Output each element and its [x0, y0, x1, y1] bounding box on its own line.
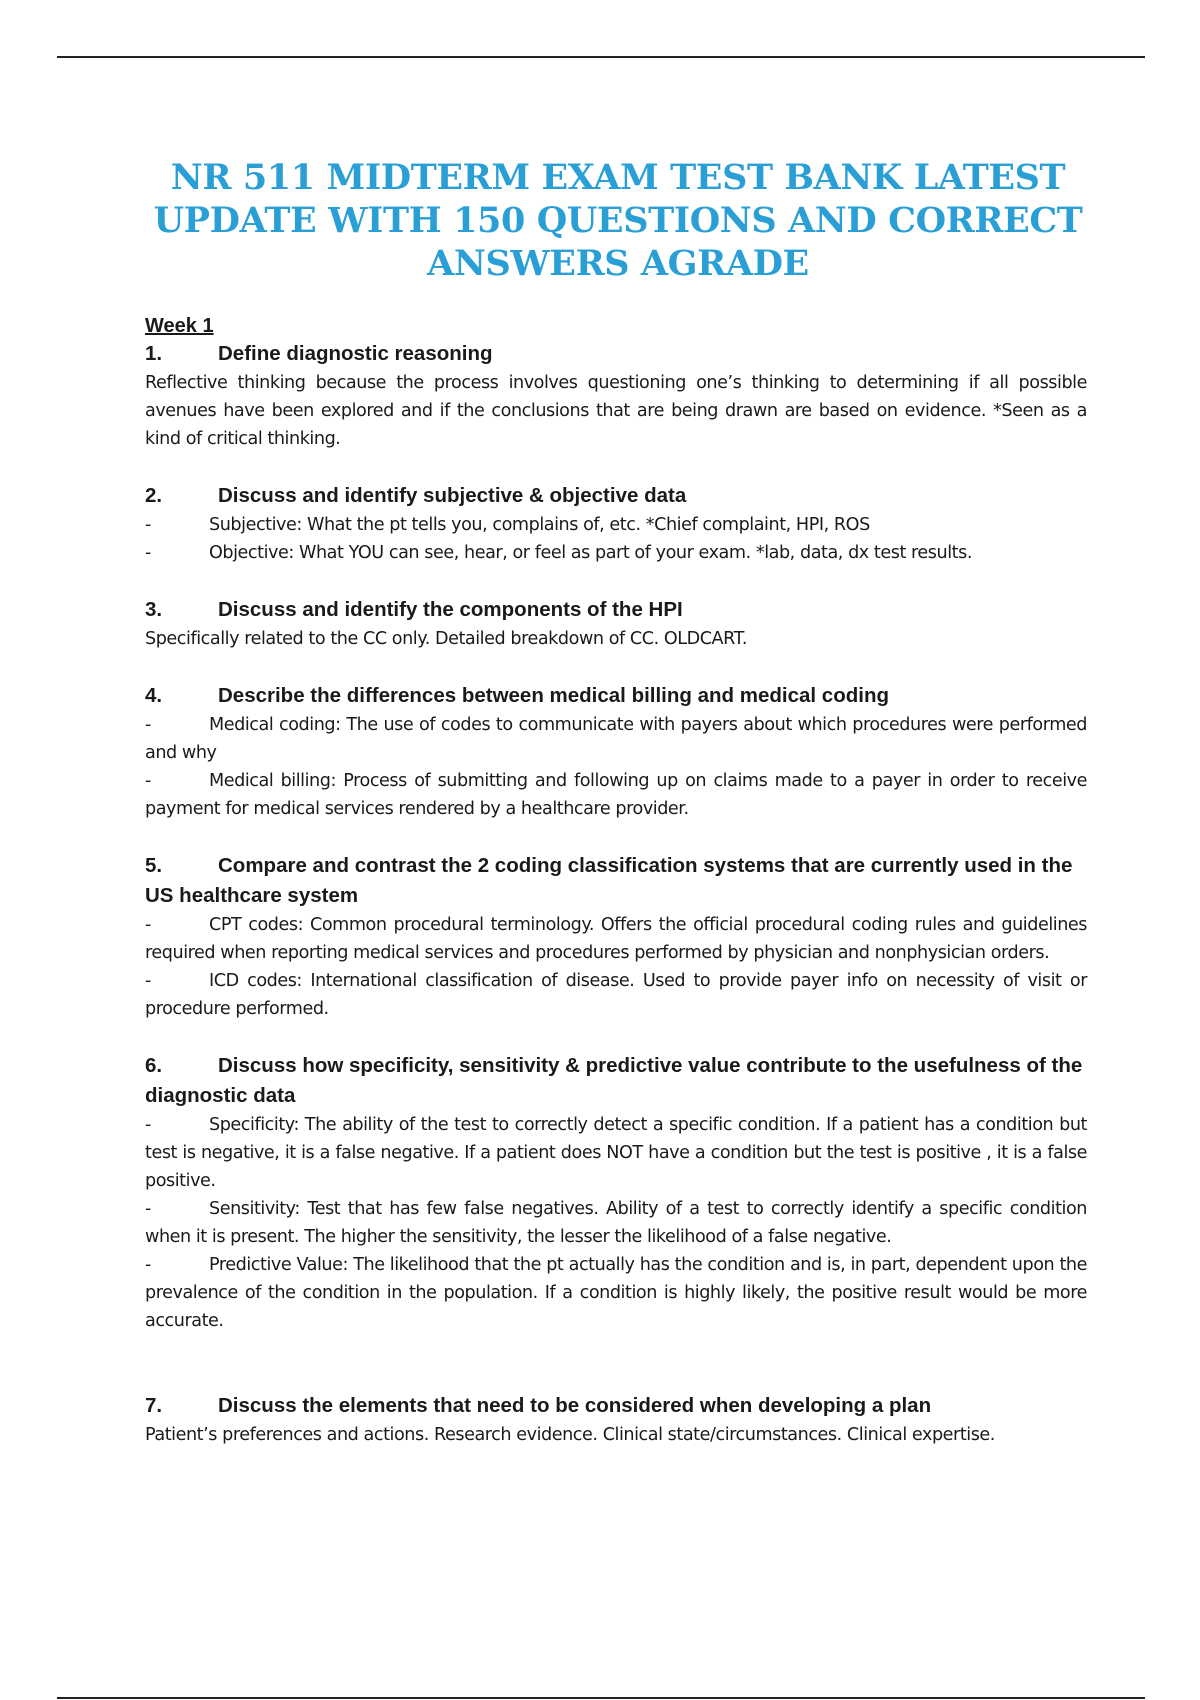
bullet-marker: - [145, 715, 151, 735]
document-title: NR 511 MIDTERM EXAM TEST BANK LATEST UPDATE WITH 150 QUESTIONS AND CORRECT ANSWERS AGRADE [153, 157, 1083, 284]
question-title-text: Compare and contrast the 2 coding classification systems that are currently used in the US healthcare system [145, 854, 1073, 907]
bullet-text: Specificity: The ability of the test to correctly detect a specific condition. If a patient has a condition but test is negative, it is a false negative. If a patient does NOT have a condition but the test is positive , it is a false positive. [145, 1115, 1087, 1191]
question-number: 1. [145, 342, 163, 365]
question-3 [145, 595, 1087, 653]
question-4 [145, 681, 1087, 823]
bullet-text: Objective: What YOU can see, hear, or feel as part of your exam. *lab, data, dx test results. [209, 543, 972, 563]
answer-bullet [145, 1111, 1087, 1195]
answer-text: Reflective thinking because the process involves questioning one’s thinking to determining if all possible avenues have been explored and if the conclusions that are being drawn are based on evidence. *Seen as a kind of critical thinking. [145, 373, 1087, 449]
question-title [145, 481, 1087, 511]
question-title [145, 339, 1087, 369]
question-number: 4. [145, 684, 163, 707]
question-title-text: Discuss and identify the components of the HPI [218, 598, 683, 621]
bullet-text: Medical billing: Process of submitting and following up on claims made to a payer in order to receive payment for medical services rendered by a healthcare provider. [145, 771, 1087, 819]
answer-bullet [145, 711, 1087, 767]
question-title [145, 1051, 1087, 1111]
bullet-text: CPT codes: Common procedural terminology. Offers the official procedural coding rules and guidelines required when reporting medical services and procedures performed by physician and nonphysician orders. [145, 915, 1087, 963]
answer-text: Patient’s preferences and actions. Research evidence. Clinical state/circumstances. Clinical expertise. [145, 1425, 995, 1445]
bottom-rule [57, 1697, 1145, 1699]
bullet-text: Predictive Value: The likelihood that the pt actually has the condition and is, in part, dependent upon the prevalence of the condition in the population. If a condition is highly likely, the positive result would be more accurate. [145, 1255, 1087, 1331]
bullet-marker: - [145, 915, 151, 935]
bullet-marker: - [145, 1115, 151, 1135]
answer-bullet [145, 767, 1087, 823]
question-title-text: Describe the differences between medical billing and medical coding [218, 684, 889, 707]
bullet-marker: - [145, 515, 151, 535]
bullet-marker: - [145, 543, 151, 563]
question-7 [145, 1391, 1087, 1449]
question-number: 5. [145, 854, 163, 877]
question-2 [145, 481, 1087, 567]
section-heading-week-1: Week 1 [145, 315, 214, 337]
bullet-text: Subjective: What the pt tells you, complains of, etc. *Chief complaint, HPI, ROS [209, 515, 870, 535]
question-title [145, 851, 1087, 911]
answer-text: Specifically related to the CC only. Detailed breakdown of CC. OLDCART. [145, 629, 747, 649]
question-title [145, 1391, 1087, 1421]
answer-bullet [145, 967, 1087, 1023]
question-title-text: Define diagnostic reasoning [218, 342, 493, 365]
answer-bullet [145, 911, 1087, 967]
question-number: 3. [145, 598, 163, 621]
answer-bullet [145, 1195, 1087, 1251]
question-5 [145, 851, 1087, 1023]
top-rule [57, 56, 1145, 58]
question-title-text: Discuss how specificity, sensitivity & predictive value contribute to the usefulness of the diagnostic data [145, 1054, 1083, 1107]
bullet-text: Medical coding: The use of codes to communicate with payers about which procedures were performed and why [145, 715, 1087, 763]
bullet-marker: - [145, 1255, 151, 1275]
bullet-text: ICD codes: International classification of disease. Used to provide payer info on necessity of visit or procedure performed. [145, 971, 1087, 1019]
question-6 [145, 1051, 1087, 1335]
question-number: 6. [145, 1054, 163, 1077]
answer-bullet [145, 1251, 1087, 1335]
question-number: 7. [145, 1394, 163, 1417]
bullet-text: Sensitivity: Test that has few false negatives. Ability of a test to correctly identify a specific condition when it is present. The higher the sensitivity, the lesser the likelihood of a false negative. [145, 1199, 1087, 1247]
question-title [145, 595, 1087, 625]
question-title-text: Discuss and identify subjective & objective data [218, 484, 687, 507]
question-1 [145, 339, 1087, 453]
question-title-text: Discuss the elements that need to be considered when developing a plan [218, 1394, 932, 1417]
question-number: 2. [145, 484, 163, 507]
bullet-marker: - [145, 771, 151, 791]
answer-bullet [145, 511, 1087, 539]
document-body [145, 313, 1087, 1449]
bullet-marker: - [145, 971, 151, 991]
question-title [145, 681, 1087, 711]
bullet-marker: - [145, 1199, 151, 1219]
answer-bullet [145, 539, 1087, 567]
